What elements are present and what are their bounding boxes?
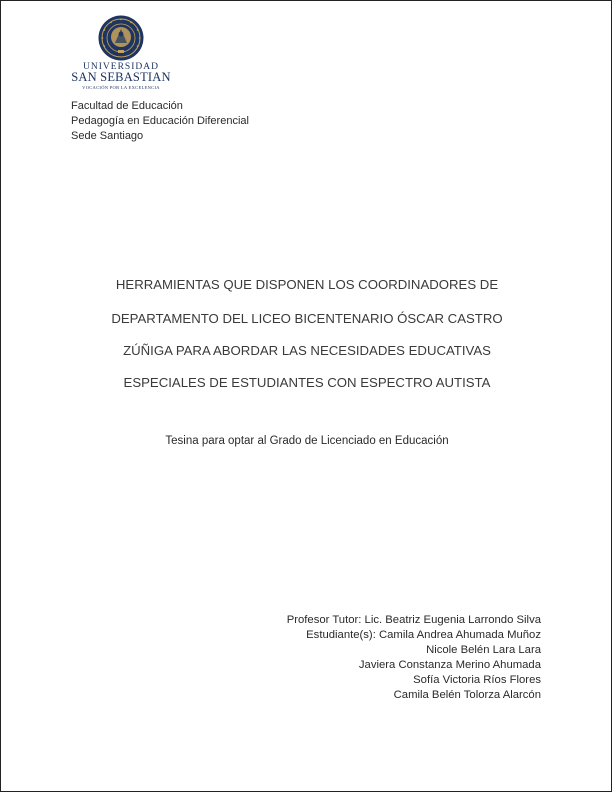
- tutor-credit: Profesor Tutor: Lic. Beatriz Eugenia Larrondo Silva: [286, 614, 541, 626]
- thesis-title-line: ESPECIALES DE ESTUDIANTES CON ESPECTRO AUTISTA: [123, 375, 491, 390]
- university-motto: VOCACIÓN POR LA EXCELENCIA: [82, 85, 160, 90]
- student-credit: Camila Belén Tolorza Alarcón: [393, 689, 541, 701]
- thesis-title-line: DEPARTAMENTO DEL LICEO BICENTENARIO ÓSCAR CASTRO: [111, 311, 503, 326]
- thesis-title-line: ZÚÑIGA PARA ABORDAR LAS NECESIDADES EDUCATIVAS: [123, 343, 491, 358]
- student-credit: Javiera Constanza Merino Ahumada: [358, 659, 541, 671]
- program-name: Pedagogía en Educación Diferencial: [71, 115, 249, 127]
- student-credit: Nicole Belén Lara Lara: [426, 644, 541, 656]
- thesis-title-line: HERRAMIENTAS QUE DISPONEN LOS COORDINADORES DE: [115, 277, 499, 292]
- university-seal-logo: [98, 15, 144, 61]
- campus-name: Sede Santiago: [71, 130, 144, 142]
- student-credit: Estudiante(s): Camila Andrea Ahumada Muñoz: [306, 629, 541, 641]
- university-name-line1: UNIVERSIDAD: [83, 62, 159, 72]
- student-credit: Sofía Victoria Ríos Flores: [413, 674, 541, 686]
- degree-statement: Tesina para optar al Grado de Licenciado en Educación: [165, 435, 449, 447]
- university-name-line2: SAN SEBASTIAN: [71, 70, 171, 84]
- faculty-name: Facultad de Educación: [71, 100, 183, 112]
